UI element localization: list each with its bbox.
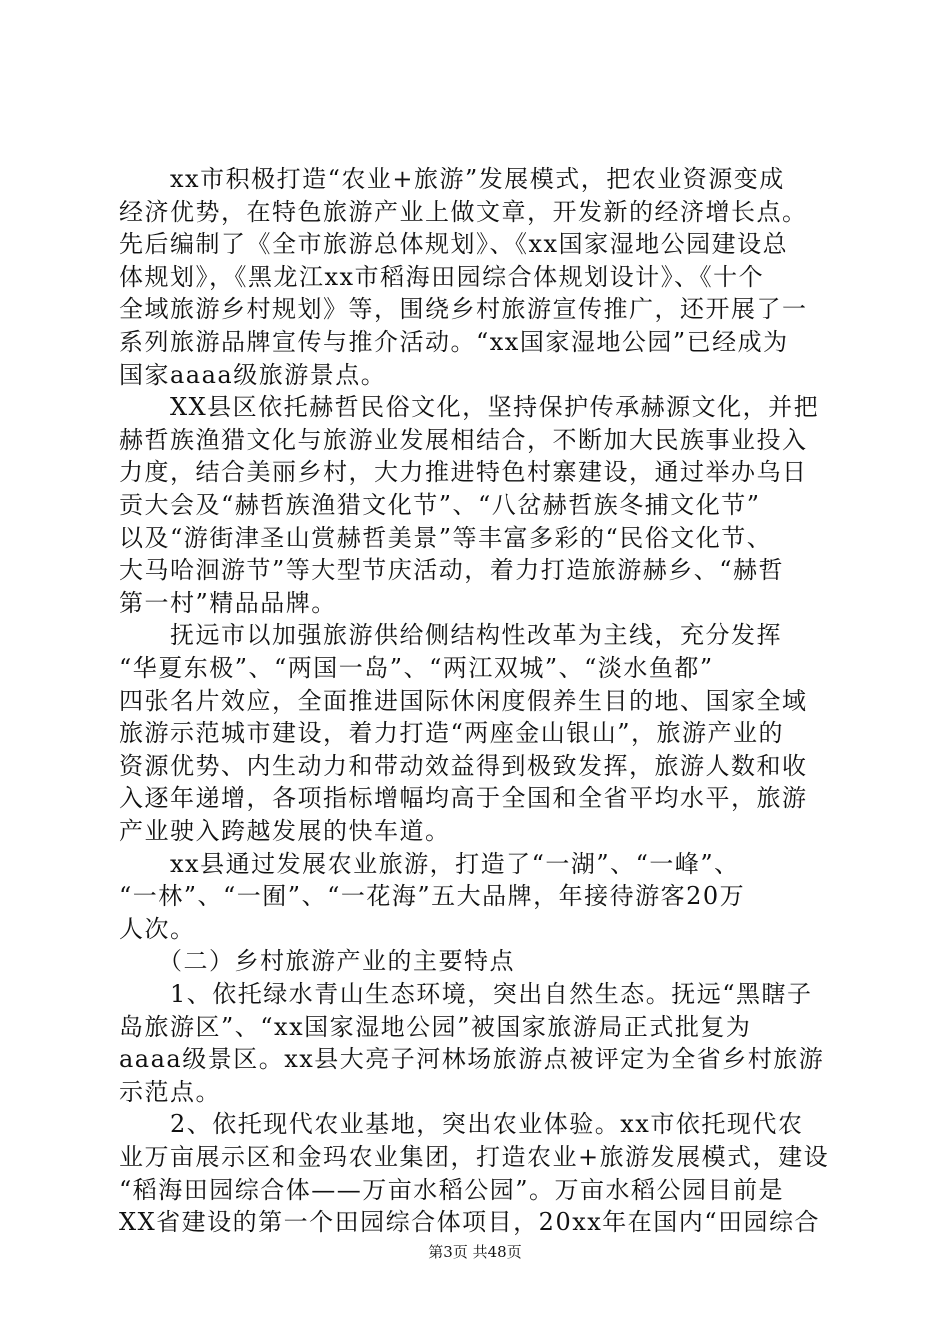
text-line: 经济优势，在特色旅游产业上做文章，开发新的经济增长点。	[119, 197, 808, 226]
text-line: “一林”、“一囿”、“一花海”五大品牌，年接待游客20万	[119, 882, 746, 911]
page-footer: 第3页 共48页	[428, 1243, 522, 1261]
text-line: aaaa级景区。xx县大亮子河林场旅游点被评定为全省乡村旅游	[119, 1045, 825, 1074]
text-line: 2、依托现代农业基地，突出农业体验。xx市依托现代农	[119, 1110, 804, 1139]
text-line: 人次。	[119, 914, 196, 943]
text-line: 先后编制了《全市旅游总体规划》、《xx国家湿地公园建设总	[119, 230, 789, 259]
text-line: XX省建设的第一个田园综合体项目，20xx年在国内“田园综合	[119, 1208, 821, 1237]
text-line: xx县通过发展农业旅游，打造了“一湖”、“一峰”、	[119, 849, 740, 878]
text-line: 贡大会及“赫哲族渔猎文化节”、“八岔赫哲族冬捕文化节”	[119, 491, 761, 519]
text-line: 力度，结合美丽乡村，大力推进特色村寨建设，通过举办乌日	[119, 458, 808, 487]
text-line: 以及“游街津圣山赏赫哲美景”等丰富多彩的“民俗文化节、	[119, 523, 773, 552]
text-line: 大马哈洄游节”等大型节庆活动，着力打造旅游赫乡、“赫哲	[119, 556, 785, 585]
text-line: 产业驶入跨越发展的快车道。	[119, 817, 451, 845]
text-line: xx市积极打造“农业+旅游”发展模式，把农业资源变成	[119, 165, 785, 193]
text-line: 资源优势、内生动力和带动效益得到极致发挥，旅游人数和收	[119, 751, 808, 780]
text-line: 系列旅游品牌宣传与推介活动。“xx国家湿地公园”已经成为	[119, 328, 789, 356]
text-line: 抚远市以加强旅游供给侧结构性改革为主线，充分发挥	[119, 621, 782, 650]
text-line: XX县区依托赫哲民俗文化，坚持保护传承赫源文化，并把	[119, 393, 820, 422]
text-line: 1、依托绿水青山生态环境，突出自然生态。抚远“黑瞎子	[119, 980, 813, 1008]
text-line: 示范点。	[119, 1077, 221, 1106]
text-line: 国家aaaa级旅游景点。	[119, 360, 387, 389]
text-line: 四张名片效应，全面推进国际休闲度假养生目的地、国家全域	[119, 686, 808, 715]
text-line: 入逐年递增，各项指标增幅均高于全国和全省平均水平，旅游	[119, 784, 808, 813]
text-line: 赫哲族渔猎文化与旅游业发展相结合，不断加大民族事业投入	[119, 425, 808, 454]
text-line: 业万亩展示区和金玛农业集团，打造农业+旅游发展模式，建设	[119, 1143, 830, 1171]
text-line: 体规划》，《黑龙江xx市稻海田园综合体规划设计》、《十个	[119, 262, 765, 291]
text-line: 岛旅游区”、“xx国家湿地公园”被国家旅游局正式批复为	[119, 1012, 752, 1041]
text-line: 旅游示范城市建设，着力打造“两座金山银山”，旅游产业的	[119, 719, 785, 748]
text-line: （二）乡村旅游产业的主要特点	[119, 947, 515, 976]
text-line: “华夏东极”、“两国一岛”、“两江双城”、“淡水鱼都”	[119, 654, 714, 682]
text-line: 全域旅游乡村规划》等，围绕乡村旅游宣传推广，还开展了一	[119, 295, 808, 324]
text-line: “稻海田园综合体——万亩水稻公园”。万亩水稻公园目前是	[119, 1175, 785, 1204]
text-line: 第一村”精品品牌。	[119, 588, 337, 617]
